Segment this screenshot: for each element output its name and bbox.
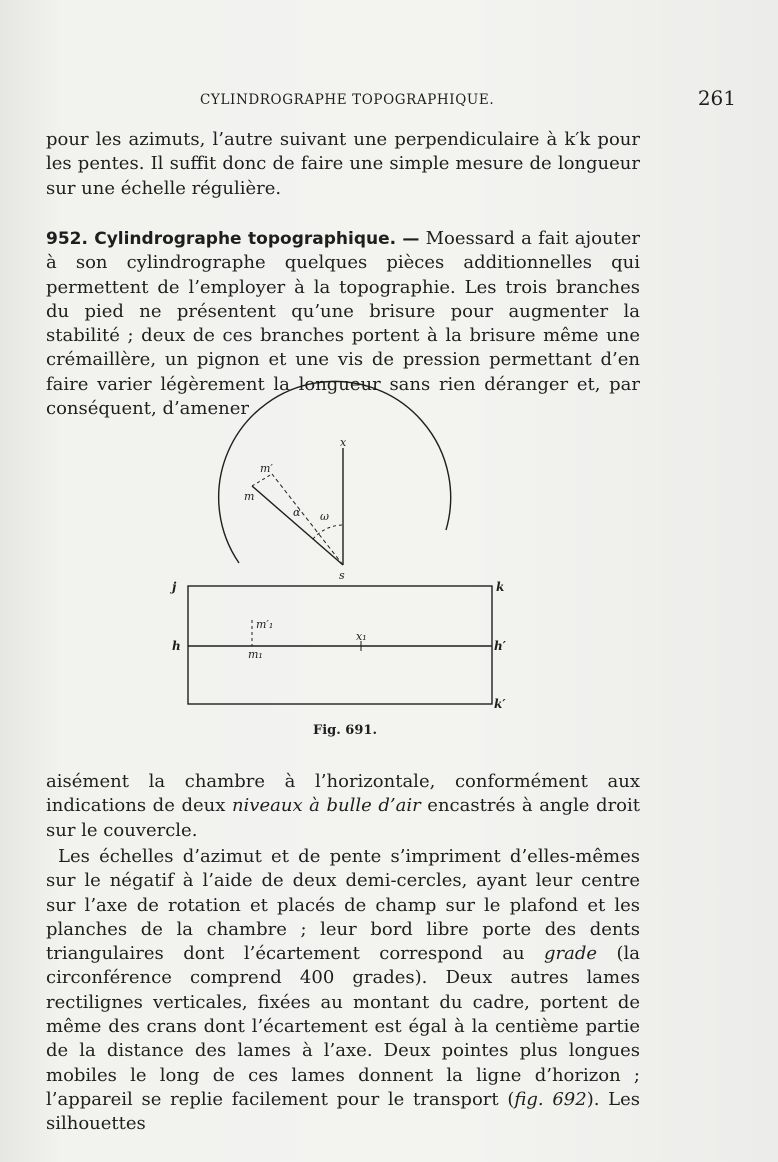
text-part: ). Les silhouettes — [46, 1088, 641, 1135]
text-part: (la circonférence comprend 400 grades). Deux autres lames rectilignes verticales, fixées au montant du cadre, portent de même des crans dont l’écartement est égal à la centième partie de la distance des lames à l’axe. Deux pointes plus longues mobiles le long de ces lames donnent la ligne d’horizon ; l’appareil se replie facilement pour le transport ( — [46, 943, 640, 1110]
figure-691 — [160, 436, 530, 746]
label-h-prime: h′ — [494, 639, 506, 653]
page-number: 261 — [697, 86, 736, 110]
paragraph-after-figure — [46, 770, 640, 843]
italic-term: niveaux à bulle d’air — [231, 795, 421, 817]
running-title: CYLINDROGRAPHE TOPOGRAPHIQUE. — [200, 92, 495, 108]
label-m-prime: m′ — [260, 462, 273, 475]
section-number: 952. — [46, 229, 88, 249]
figure-diagram — [160, 436, 530, 746]
paragraph-text — [46, 770, 640, 843]
text-part: encastrés à angle droit sur le couvercle. — [46, 795, 640, 841]
paragraph-continuation — [46, 128, 640, 201]
italic-term: grade — [543, 943, 598, 965]
dashed-line-m-prime — [272, 474, 343, 565]
label-m1: m₁ — [248, 648, 263, 661]
section-text: Moessard a fait ajouter à son cylindrographe quelques pièces additionnelles qui permettent de l’employer à la topographie. Les trois branches du pied ne présentent qu’une brisure pour augmenter la stabilité ; deux de ces branches portent à la brisure même une crémaillère, un pignon et une vis de pression permettant d’en faire varier légèrement la longueur sans rien déranger et, par conséquent, d’amener — [46, 228, 640, 420]
figure-caption: Fig. 691. — [313, 723, 377, 738]
paragraph-scales — [46, 845, 640, 1137]
label-k-prime: k′ — [494, 697, 506, 711]
radius-line-m — [252, 486, 343, 565]
page-header — [46, 86, 736, 116]
label-x1: x₁ — [356, 630, 367, 643]
section-952 — [46, 227, 640, 421]
dashed-chord — [252, 474, 272, 486]
text-part: Les échelles d’azimut et de pente s’impriment d’elles-mêmes sur le négatif à l’aide de deux demi-cercles, ayant leur centre sur l’axe de rotation et placés de champ sur le plafond et les planches de la chambre ; leur bord libre porte des dents triangulaires dont l’écartement correspond au — [46, 846, 640, 965]
text-part: aisément la chambre à l’horizontale, conformément aux indications de deux — [46, 771, 640, 817]
label-j: j — [172, 580, 177, 594]
paragraph-text — [46, 845, 640, 1137]
label-h: h — [172, 639, 181, 653]
label-s: s — [339, 569, 345, 582]
section-title: Cylindrographe topographique. — [94, 229, 397, 249]
label-x: x — [340, 436, 347, 449]
label-k: k — [496, 580, 505, 594]
section-paragraph — [46, 227, 640, 421]
paragraph-text: pour les azimuts, l’autre suivant une perpendiculaire à k′k pour les pentes. Il suffit donc de faire une simple mesure de longueur sur une échelle régulière. — [46, 129, 640, 199]
section-dash: — — [402, 229, 420, 249]
figure-reference: fig. 692 — [514, 1088, 587, 1110]
label-omega: ω — [320, 510, 329, 523]
omega-arc — [313, 525, 343, 539]
label-m1-prime: m′₁ — [256, 618, 274, 631]
label-alpha: α — [293, 506, 301, 519]
label-m: m — [244, 490, 255, 503]
plate-rectangle — [188, 586, 492, 704]
